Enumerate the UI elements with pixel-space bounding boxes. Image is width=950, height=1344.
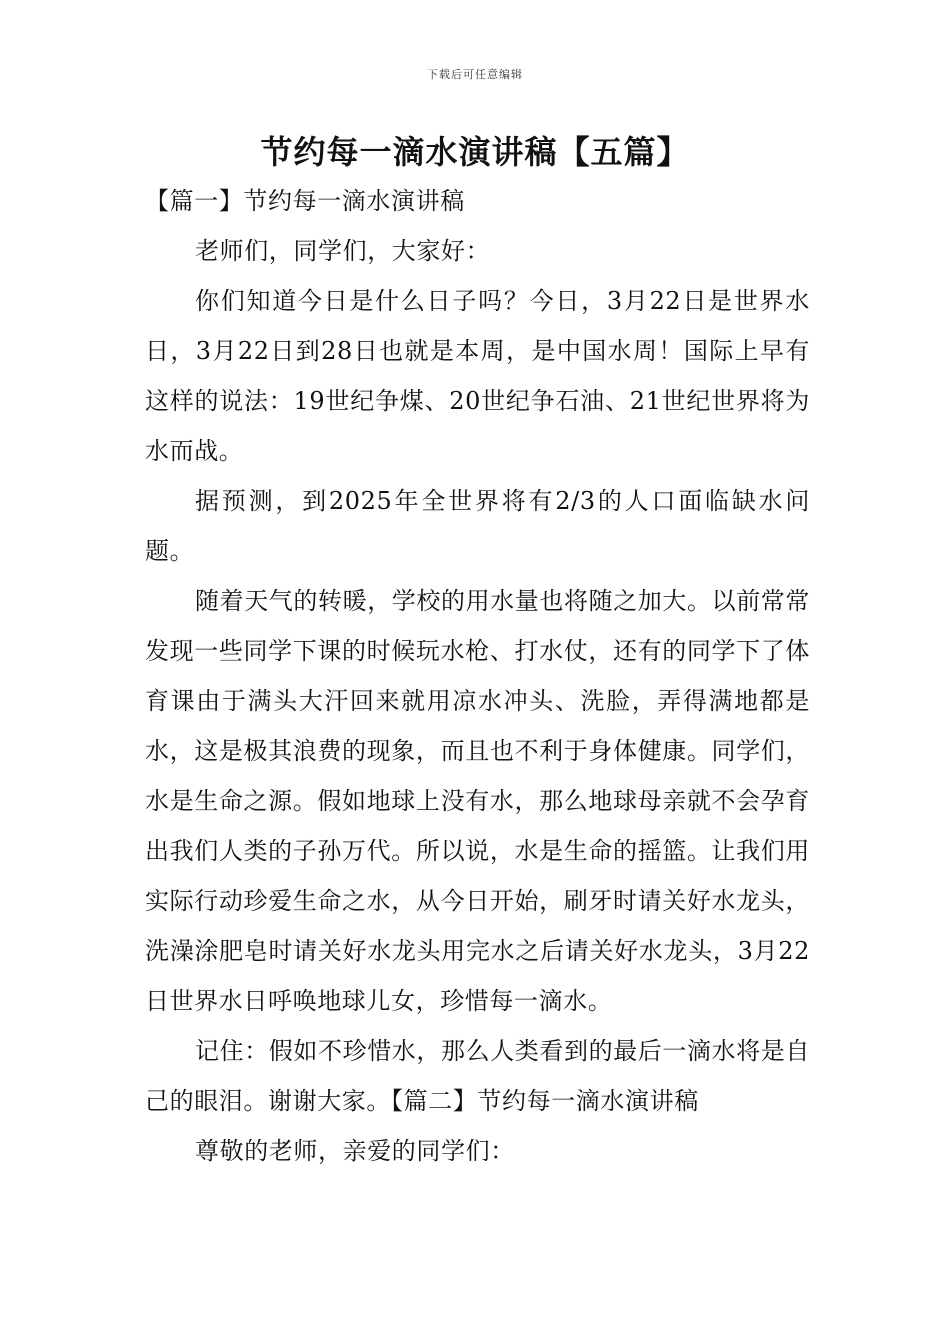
section-heading: 【篇一】节约每一滴水演讲稿 [145,187,465,215]
document-title: 节约每一滴水演讲稿【五篇】 [260,133,690,171]
paragraph-closing: 记住：假如不珍惜水，那么人类看到的最后一滴水将是自己的眼泪。谢谢大家。【篇二】节约每一滴水演讲稿 [145,1037,810,1115]
paragraph-school-water: 随着天气的转暖，学校的用水量也将随之加大。以前常常发现一些同学下课的时候玩水枪、打水仗，还有的同学下了体育课由于满头大汗回来就用凉水冲头、洗脸，弄得满地都是水，这是极其浪费的现象，而且也不利于身体健康。同学们，水是生命之源。假如地球上没有水，那么地球母亲就不会孕育出我们人类的子孙万代。所以说，水是生命的摇篮。让我们用实际行动珍爱生命之水，从今日开始，刷牙时请关好水龙头，洗澡涂肥皂时请关好水龙头用完水之后请关好水龙头，3月22日世界水日呼唤地球儿女，珍惜每一滴水。 [145,587,810,1015]
paragraph-greeting: 老师们，同学们，大家好： [195,237,491,265]
paragraph-prediction: 据预测，到2025年全世界将有2/3的人口面临缺水问题。 [145,487,810,565]
page-header-note: 下载后可任意编辑 [427,68,523,81]
paragraph-water-day: 你们知道今日是什么日子吗？今日，3月22日是世界水日，3月22日到28日也就是本周，是中国水周！国际上早有这样的说法：19世纪争煤、20世纪争石油、21世纪世界将为水而战。 [145,287,810,465]
document-body [145,176,810,1176]
paragraph-greeting-2: 尊敬的老师，亲爱的同学们： [195,1137,515,1165]
